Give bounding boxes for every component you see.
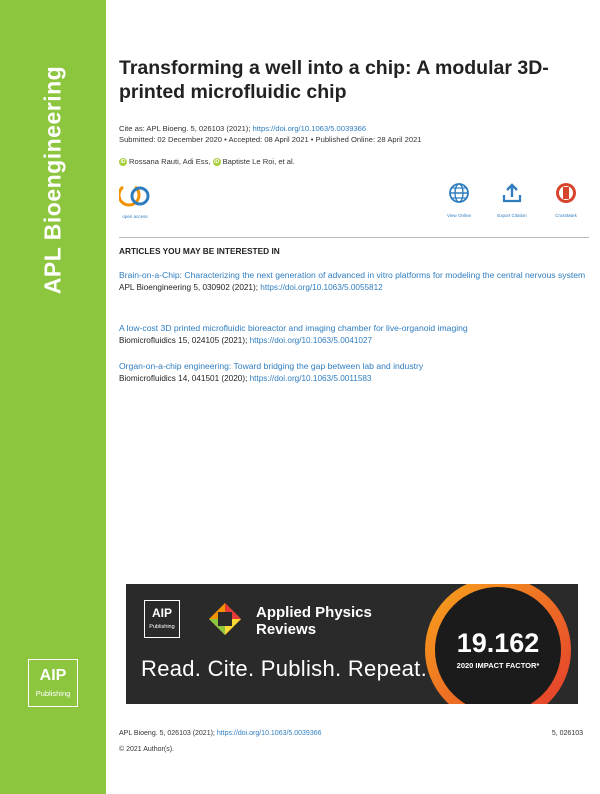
open-access-badge [119, 183, 151, 217]
footer-page-number: 5, 026103 [551, 730, 583, 737]
banner-journal-line1: Applied Physics [256, 604, 372, 621]
crossmark-button[interactable] [544, 182, 588, 218]
open-access-icon [119, 183, 151, 209]
related-article-reference [119, 373, 589, 385]
divider [119, 237, 589, 238]
author-separator: , [274, 157, 279, 166]
related-article-doi-link[interactable]: https://doi.org/10.1063/5.0041027 [249, 336, 373, 345]
export-icon [501, 182, 523, 204]
article-title: Transforming a well into a chip: A modular 3D-printed microfluidic chip [119, 57, 549, 103]
export-citation-button[interactable] [490, 182, 534, 218]
related-article-reference [119, 282, 589, 294]
globe-icon [448, 182, 470, 204]
footer-citation-text: APL Bioeng. 5, 026103 (2021); [119, 730, 217, 737]
footer-copyright: © 2021 Author(s). [119, 746, 174, 753]
applied-physics-reviews-logo-icon [208, 602, 242, 636]
orcid-icon[interactable]: iD [214, 159, 220, 165]
crossmark-icon [555, 182, 577, 204]
footer-doi-link[interactable]: https://doi.org/10.1063/5.0039366 [216, 730, 322, 737]
related-article-title-link[interactable]: Organ-on-a-chip engineering: Toward bridging the gap between lab and industry [119, 361, 424, 371]
journal-name-vertical: APL Bioengineering [39, 65, 66, 295]
related-article-journal: Biomicrofluidics 14, 041501 (2020); [119, 374, 250, 383]
aip-publishing-logo[interactable] [28, 659, 78, 707]
author-name[interactable]: Adi Ess [182, 157, 209, 166]
publication-dates: Submitted: 02 December 2020 • Accepted: 08 April 2021 • Published Online: 28 April 2021 [119, 135, 422, 144]
author-separator: , [178, 157, 183, 166]
related-articles-heading: ARTICLES YOU MAY BE INTERESTED IN [119, 246, 280, 256]
aip-logo-line2: Publishing [35, 689, 71, 698]
export-citation-label: Export Citation [497, 213, 527, 218]
author-list [119, 157, 295, 166]
related-article-doi-link[interactable]: https://doi.org/10.1063/5.0011583 [249, 374, 372, 383]
journal-sidebar [0, 0, 106, 794]
impact-factor-value: 19.162 [456, 628, 540, 658]
view-online-label: View Online [447, 213, 471, 218]
related-article [119, 269, 589, 294]
related-article [119, 360, 589, 385]
banner-aip-logo [144, 600, 180, 638]
author-name[interactable]: Rossana Rauti [129, 157, 179, 166]
view-online-button[interactable] [437, 182, 481, 218]
author-separator: , [208, 157, 213, 166]
banner-tagline: Read. Cite. Publish. Repeat. [141, 656, 427, 681]
banner-journal-line2: Reviews [256, 621, 317, 638]
banner-journal-name [256, 604, 372, 638]
related-article-reference [119, 335, 589, 347]
et-al-text: et al. [278, 157, 295, 166]
crossmark-label: CrossMark [555, 213, 577, 218]
related-article-title-link[interactable]: A low-cost 3D printed microfluidic bioreactor and imaging chamber for live-organoid imaging [119, 323, 468, 333]
related-article-journal: Biomicrofluidics 15, 024105 (2021); [119, 336, 250, 345]
impact-factor-label: 2020 IMPACT FACTOR* [456, 661, 540, 670]
cite-as-text: Cite as: APL Bioeng. 5, 026103 (2021); [119, 124, 253, 133]
related-article-title-link[interactable]: Brain-on-a-Chip: Characterizing the next generation of advanced in vitro platforms for modeling the central nervous system [119, 270, 586, 280]
open-access-label: open access [122, 214, 148, 219]
article-doi-link[interactable]: https://doi.org/10.1063/5.0039366 [252, 124, 367, 133]
aip-logo-line1: AIP [39, 667, 67, 684]
related-article [119, 322, 589, 347]
cite-as-line [119, 124, 366, 133]
related-article-journal: APL Bioengineering 5, 030902 (2021); [119, 283, 261, 292]
footer-citation [119, 730, 322, 737]
orcid-icon[interactable]: iD [120, 159, 126, 165]
banner-aip-line1: AIP [151, 606, 172, 620]
related-article-doi-link[interactable]: https://doi.org/10.1063/5.0055812 [260, 283, 383, 292]
journal-ad-banner[interactable] [126, 584, 578, 704]
banner-aip-line2: Publishing [149, 624, 175, 630]
author-name[interactable]: Baptiste Le Roi [222, 157, 275, 166]
